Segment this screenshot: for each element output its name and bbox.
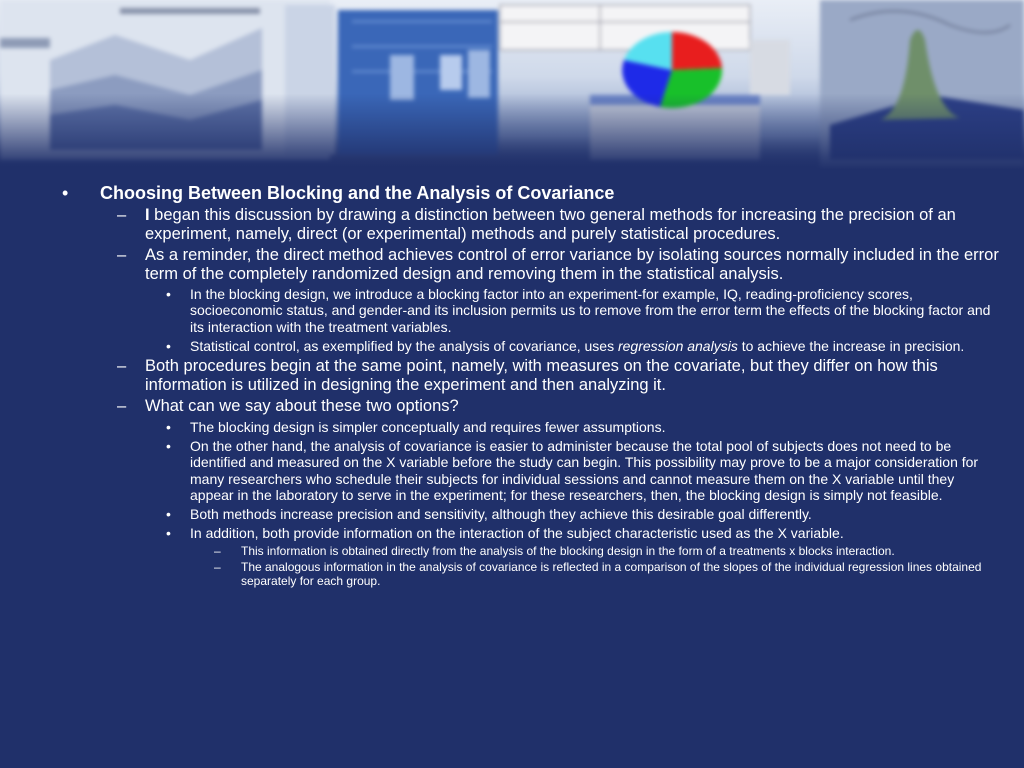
detail-blocking-interaction-text: This information is obtained directly from the analysis of the blocking design in the form of a treatments x blocks interaction. xyxy=(241,543,895,558)
statistical-control-pre: Statistical control, as exemplified by the analysis of covariance, uses xyxy=(190,337,618,354)
subpoint-simpler-text: The blocking design is simpler conceptually and requires fewer assumptions. xyxy=(190,418,666,435)
point-both-procedures xyxy=(0,357,1000,394)
detail-blocking-interaction xyxy=(0,545,1000,559)
detail-covariance-slopes-text: The analogous information in the analysis of covariance is reflected in a comparison of the slopes of the individual regression lines obtained separately for each group. xyxy=(241,560,982,588)
bullet-marker: • xyxy=(166,337,171,354)
dash-marker: – xyxy=(117,357,127,376)
bullet-marker: • xyxy=(62,183,69,203)
bullet-marker: • xyxy=(166,418,171,435)
bullet-marker: • xyxy=(166,286,171,302)
bullet-marker: • xyxy=(166,525,171,542)
subpoint-statistical-control xyxy=(0,338,1000,354)
point-distinction-body: began this discussion by drawing a distinction between two general methods for increasing the precision of an experiment, namely, direct (or experimental) methods and purely statistical procedures. xyxy=(145,206,956,243)
slide-heading xyxy=(0,182,1000,204)
subpoint-interaction-info xyxy=(0,525,1000,541)
dash-marker: – xyxy=(117,206,127,224)
statistical-control-post: to achieve the increase in precision. xyxy=(737,337,965,354)
subpoint-easier-administer-text: On the other hand, the analysis of covariance is easier to administer because the total pool of subjects does not need to be identified and measured on the X variable before the study can begin. This possibility may prove to be a major consideration for many researchers who schedule their subjects for individual sessions and cannot measure them on the X variable until they appear in the laboratory to serve in the experiment; for these researchers, then, the blocking design is simply not feasible. xyxy=(190,437,979,503)
point-options-question xyxy=(0,397,1000,416)
dash-marker: – xyxy=(117,397,127,416)
heading-text: Choosing Between Blocking and the Analysis of Covariance xyxy=(100,183,615,203)
subpoint-blocking-design xyxy=(0,286,1000,335)
bullet-marker: • xyxy=(166,437,171,454)
point-direct-method xyxy=(0,246,1000,283)
detail-covariance-slopes xyxy=(0,561,1000,588)
point-distinction xyxy=(0,206,1000,243)
regression-analysis-emphasis: regression analysis xyxy=(617,337,738,354)
dash-marker: – xyxy=(214,543,221,558)
decorative-chart-banner xyxy=(0,0,1024,170)
dash-marker: – xyxy=(214,560,221,575)
dash-marker: – xyxy=(117,246,127,264)
point-bold-pronoun: I xyxy=(145,206,150,224)
slide-content xyxy=(0,182,1000,592)
subpoint-simpler xyxy=(0,419,1000,435)
subpoint-statistical-control-text xyxy=(190,338,1000,354)
point-direct-method-text: As a reminder, the direct method achieves control of error variance by isolating sources normally included in the error term of the completely randomized design and removing them in the statistical analysis. xyxy=(145,246,999,283)
subpoint-increase-precision-text: Both methods increase precision and sensitivity, although they achieve this desirable goal differently. xyxy=(190,506,812,523)
subpoint-increase-precision xyxy=(0,506,1000,522)
subpoint-blocking-design-text: In the blocking design, we introduce a blocking factor into an experiment-for example, IQ, reading-proficiency scores, socioeconomic status, and gender-and its inclusion permits us to remove from the error term the effects of the blocking factor and its interaction with the treatment variables. xyxy=(190,286,991,335)
subpoint-interaction-info-text: In addition, both provide information on the interaction of the subject characteristic used as the X variable. xyxy=(190,525,844,542)
subpoint-easier-administer xyxy=(0,438,1000,503)
point-distinction-text xyxy=(145,206,1000,243)
point-both-procedures-text: Both procedures begin at the same point, namely, with measures on the covariate, but they differ on how this information is utilized in designing the experiment and then analyzing it. xyxy=(145,357,938,394)
point-options-question-text: What can we say about these two options? xyxy=(145,397,459,416)
bullet-marker: • xyxy=(166,506,171,523)
